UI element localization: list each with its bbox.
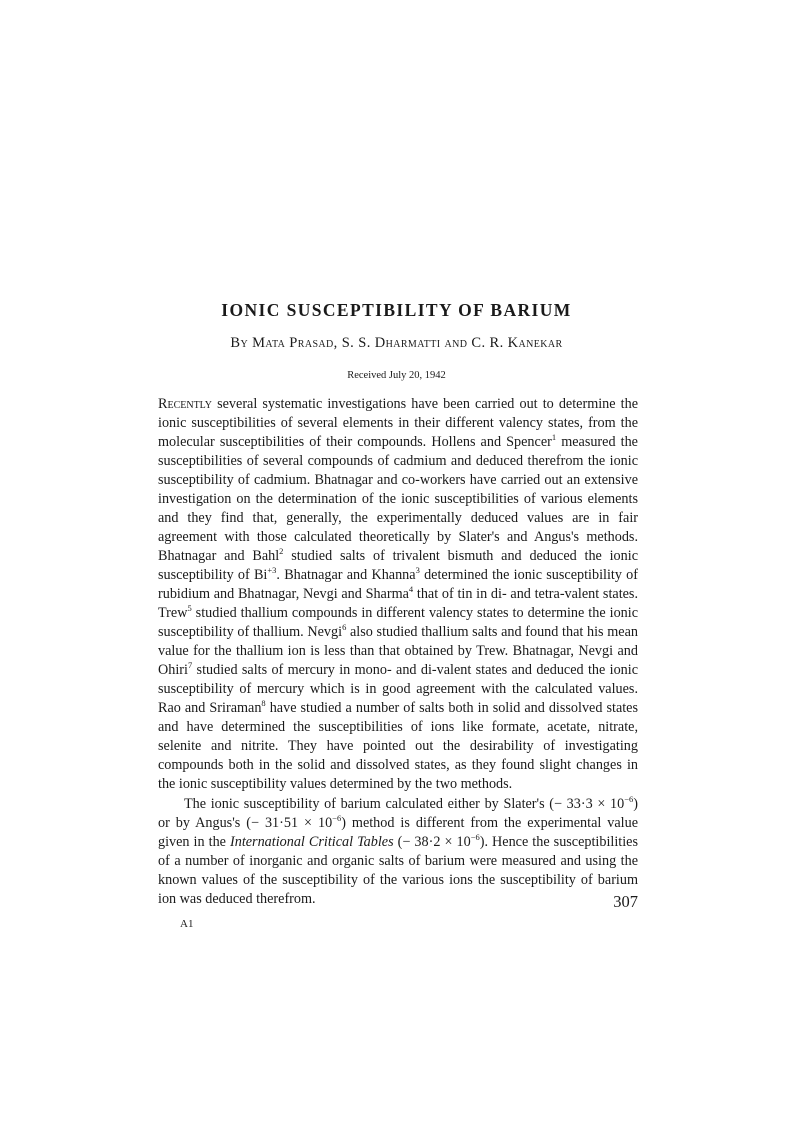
exponent: −6 (470, 832, 480, 842)
paragraph-1-text: also studied thallium salts and found that his mean value for the thallium ion is less than that obtained by Trew. Bhatnagar, Nevgi and Ohiri (158, 624, 638, 678)
paragraph-2-text: The ionic susceptibility of barium calculated either by Slater's (− 33·3 × 10 (184, 796, 625, 812)
reference-mark: 3 (415, 565, 420, 575)
paragraph-2-text: ) or by Angus's (− 31·51 × 10 (158, 796, 638, 831)
paragraph-2-text: ). Hence the susceptibilities of a number of inorganic and organic salts of barium were measured and using the known values of the susceptibility of the various ions the susceptibility of barium ion was deduced therefrom. (158, 834, 638, 907)
article-body (158, 395, 638, 909)
article-title: IONIC SUSCEPTIBILITY OF BARIUM (221, 300, 572, 320)
reference-mark: 7 (187, 660, 193, 670)
paragraph-1 (158, 395, 638, 794)
author-byline: By Mata Prasad, S. S. Dharmatti and C. R. Kanekar (230, 335, 563, 351)
paragraph-2-text: ) method is different from the experimental value given in the (158, 815, 638, 850)
signature-mark: A1 (180, 918, 194, 930)
paragraph-1-text: . Bhatnagar and Khanna (276, 567, 416, 583)
page-number: 307 (613, 892, 638, 911)
paragraph-1-text: studied salts of mercury in mono- and di-valent states and deduced the ionic susceptibility of mercury which is in good agreement with the calculated values. Rao and Sriraman (158, 662, 638, 716)
cited-work-title: International Critical Tables (230, 834, 394, 850)
lead-word: Recently (158, 396, 213, 412)
ion-charge: +3 (267, 565, 277, 575)
reference-mark: 2 (279, 546, 284, 556)
paragraph-1-text: determined the ionic susceptibility of rubidium and Bhatnagar, Nevgi and Sharma (158, 567, 638, 602)
paragraph-1-text: measured the susceptibilities of several compounds of cadmium and deduced therefrom the ionic susceptibility of cadmium. Bhatnagar and co-workers have carried out an extensive investigation on the determination of the ionic susceptibilities of various elements and they find that, generally, the experimentally deduced values are in fair agreement with those calculated theoretically by Slater's and Angus's methods. Bhatnagar and Bahl (158, 434, 638, 564)
reference-mark: 1 (551, 432, 557, 442)
paragraph-1-text: have studied a number of salts both in solid and dissolved states and have determined the susceptibilities of ions like formate, acetate, nitrate, selenite and nitrite. They have pointed out the desirability of investigating compounds both in the solid and dissolved states, as they found slight changes in the ionic susceptibility values determined by the two methods. (158, 700, 638, 792)
paragraph-1-text: that of tin in di- and tetra-valent states. Trew (158, 586, 638, 621)
paragraph-1-text: several systematic investigations have been carried out to determine the ionic susceptibilities of several elements in their different valency states, from the molecular susceptibilities of their compounds. Hollens and Spencer (158, 396, 638, 450)
paragraph-1-text: studied thallium compounds in different valency states to determine the ionic susceptibility of thallium. Nevgi (158, 605, 638, 640)
paragraph-2-text: (− 38·2 × 10 (393, 834, 471, 850)
reference-mark: 6 (342, 622, 347, 632)
received-date: Received July 20, 1942 (347, 370, 446, 381)
exponent: −6 (332, 813, 342, 823)
paragraph-1-text: studied salts of trivalent bismuth and deduced the ionic susceptibility of Bi (158, 548, 638, 583)
reference-mark: 4 (408, 584, 414, 594)
paragraph-2 (158, 795, 638, 909)
exponent: −6 (624, 794, 634, 804)
reference-mark: 5 (187, 603, 192, 613)
reference-mark: 8 (261, 698, 266, 708)
